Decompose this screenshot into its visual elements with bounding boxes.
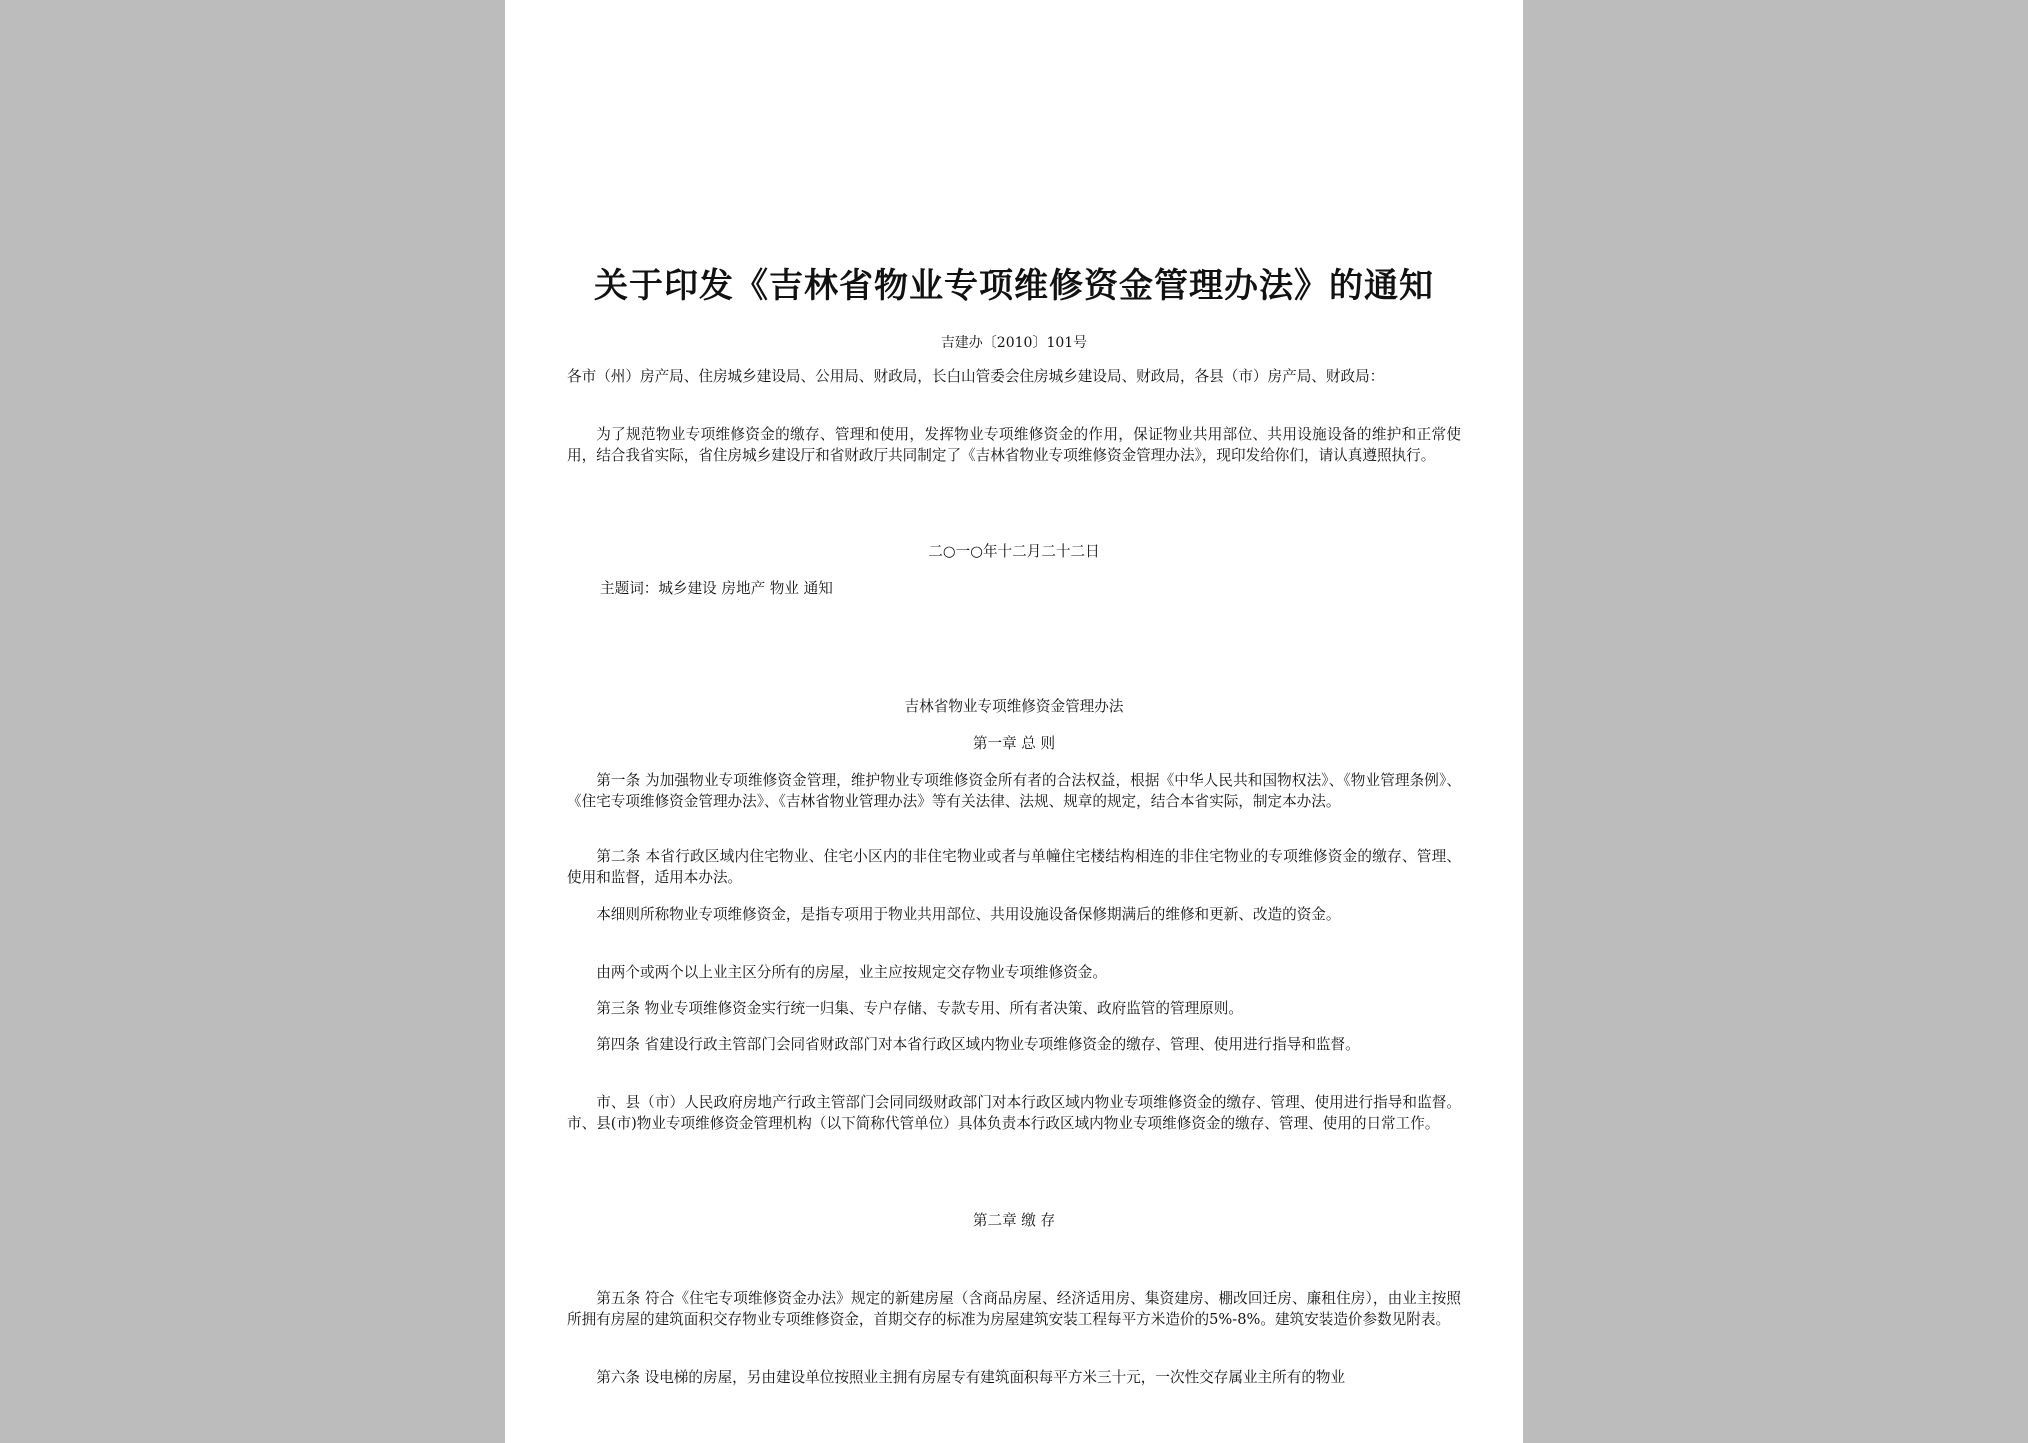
article-paragraph: 第四条 省建设行政主管部门会同省财政部门对本省行政区域内物业专项维修资金的缴存、管理、使用进行指导和监督。 — [596, 1036, 1360, 1053]
document-number: 吉建办〔2010〕101号 — [940, 335, 1088, 351]
article-paragraph: 第一条 为加强物业专项维修资金管理，维护物业专项维修资金所有者的合法权益，根据《中华人民共和国物权法》、《物业管理条例》、《住宅专项维修资金管理办法》、《吉林省物业管理办法》等有关法律、法规、规章的规定，结合本省实际，制定本办法。 — [567, 772, 1461, 810]
article-paragraph: 市、县（市）人民政府房地产行政主管部门会同同级财政部门对本行政区域内物业专项维修资金的缴存、管理、使用进行指导和监督。市、县(市)物业专项维修资金管理机构（以下简称代管单位）具体负责本行政区域内物业专项维修资金的缴存、管理、使用的日常工作。 — [567, 1094, 1461, 1132]
issue-date: 二○一○年十二月二十二日 — [928, 543, 1100, 560]
chapter-heading: 第二章 缴 存 — [972, 1212, 1056, 1229]
article-paragraph: 第三条 物业专项维修资金实行统一归集、专户存储、专款专用、所有者决策、政府监管的管理原则。 — [596, 1000, 1243, 1017]
article-paragraph: 本细则所称物业专项维修资金，是指专项用于物业共用部位、共用设施设备保修期满后的维修和更新、改造的资金。 — [596, 906, 1341, 923]
intro-paragraph: 为了规范物业专项维修资金的缴存、管理和使用，发挥物业专项维修资金的作用，保证物业共用部位、共用设施设备的维护和正常使用，结合我省实际，省住房城乡建设厅和省财政厅共同制定了《吉林省物业专项维修资金管理办法》，现印发给你们，请认真遵照执行。 — [567, 426, 1461, 464]
regulation-title: 吉林省物业专项维修资金管理办法 — [904, 698, 1124, 715]
article-paragraph: 第六条 设电梯的房屋，另由建设单位按照业主拥有房屋专有建筑面积每平方米三十元，一次性交存属业主所有的物业 — [596, 1369, 1346, 1386]
subject-keywords: 主题词：城乡建设 房地产 物业 通知 — [600, 580, 833, 597]
addressee-paragraph: 各市（州）房产局、住房城乡建设局、公用局、财政局，长白山管委会住房城乡建设局、财政局，各县（市）房产局、财政局： — [567, 368, 1385, 385]
chapter-heading: 第一章 总 则 — [972, 735, 1056, 752]
article-paragraph: 第二条 本省行政区域内住宅物业、住宅小区内的非住宅物业或者与单幢住宅楼结构相连的非住宅物业的专项维修资金的缴存、管理、使用和监督，适用本办法。 — [567, 848, 1461, 886]
document-title: 关于印发《吉林省物业专项维修资金管理办法》的通知 — [594, 266, 1434, 306]
article-paragraph: 由两个或两个以上业主区分所有的房屋，业主应按规定交存物业专项维修资金。 — [596, 964, 1107, 981]
article-paragraph: 第五条 符合《住宅专项维修资金办法》规定的新建房屋（含商品房屋、经济适用房、集资建房、棚改回迁房、廉租住房），由业主按照所拥有房屋的建筑面积交存物业专项维修资金，首期交存的标准为房屋建筑安装工程每平方米造价的5%-8%。建筑安装造价参数见附表。 — [567, 1290, 1461, 1328]
document-page — [505, 0, 1523, 1443]
